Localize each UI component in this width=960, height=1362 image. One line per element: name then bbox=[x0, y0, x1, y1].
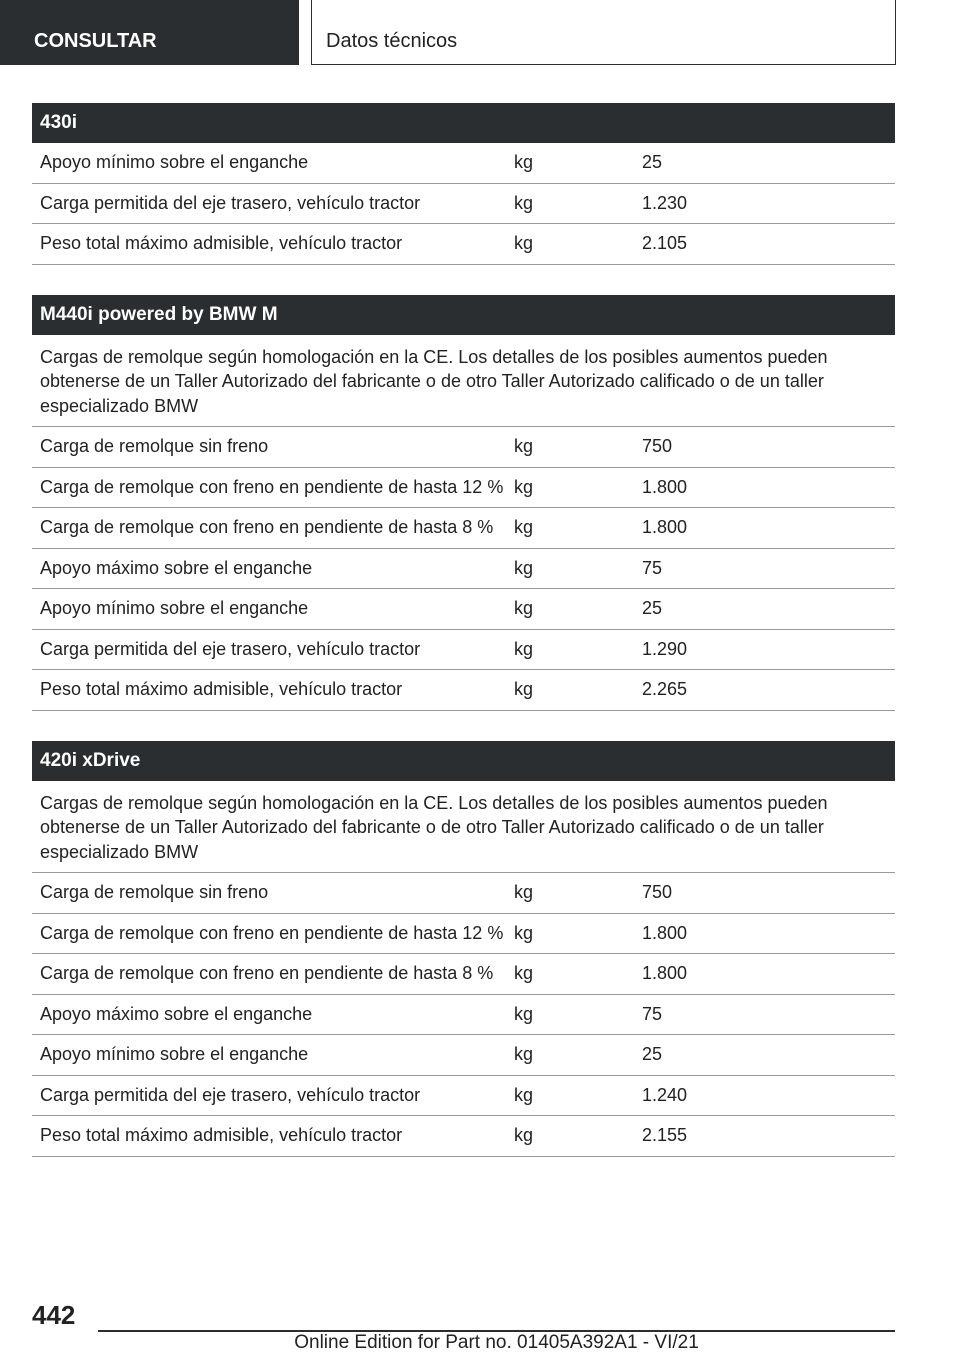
spec-label: Carga de remolque con freno en pendiente de hasta 12 % bbox=[40, 476, 504, 497]
spec-label: Carga permitida del eje trasero, vehículo tractor bbox=[40, 1084, 421, 1105]
table-row bbox=[32, 954, 895, 995]
spec-unit: kg bbox=[514, 1125, 534, 1145]
section-tab: CONSULTAR bbox=[0, 0, 299, 65]
spec-unit: kg bbox=[514, 233, 534, 253]
spec-value: 25 bbox=[642, 1044, 663, 1064]
table-row bbox=[32, 549, 895, 590]
spec-value: 1.290 bbox=[642, 638, 688, 659]
spec-unit: kg bbox=[514, 638, 534, 659]
spec-unit: kg bbox=[514, 557, 534, 578]
spec-label: Peso total máximo admisible, vehículo tractor bbox=[40, 679, 403, 699]
spec-value: 1.800 bbox=[642, 922, 688, 943]
spec-unit: kg bbox=[514, 882, 534, 902]
spec-unit: kg bbox=[514, 1084, 534, 1105]
spec-value: 75 bbox=[642, 1003, 663, 1024]
spec-table bbox=[32, 103, 895, 265]
spec-value: 2.265 bbox=[642, 679, 688, 699]
spec-label: Peso total máximo admisible, vehículo tractor bbox=[40, 233, 403, 253]
spec-label: Carga de remolque sin freno bbox=[40, 882, 269, 902]
table-row bbox=[32, 1035, 895, 1076]
spec-label: Carga de remolque con freno en pendiente de hasta 12 % bbox=[40, 922, 504, 943]
spec-value: 750 bbox=[642, 882, 673, 902]
spec-label: Carga permitida del eje trasero, vehículo tractor bbox=[40, 192, 421, 213]
spec-value: 75 bbox=[642, 557, 663, 578]
spec-label: Carga de remolque sin freno bbox=[40, 436, 269, 456]
homologation-note: Cargas de remolque según homologación en la CE. Los detalles de los posibles aumentos pueden obtenerse de un Taller Autorizado del fabricante o de otro Taller Autorizado calificado o de un taller especializado BMW bbox=[32, 781, 895, 874]
spec-unit: kg bbox=[514, 517, 534, 537]
table-row bbox=[32, 914, 895, 955]
model-heading: 420i xDrive bbox=[32, 741, 895, 781]
spec-label: Apoyo mínimo sobre el enganche bbox=[40, 152, 309, 172]
spec-label: Carga de remolque con freno en pendiente de hasta 8 % bbox=[40, 963, 494, 983]
homologation-note: Cargas de remolque según homologación en la CE. Los detalles de los posibles aumentos pueden obtenerse de un Taller Autorizado del fabricante o de otro Taller Autorizado calificado o de un taller especializado BMW bbox=[32, 335, 895, 428]
table-row bbox=[32, 143, 895, 184]
spec-unit: kg bbox=[514, 963, 534, 983]
spec-table bbox=[32, 295, 895, 711]
spec-value: 25 bbox=[642, 152, 663, 172]
technical-data-tables bbox=[32, 103, 895, 1187]
model-heading: 430i bbox=[32, 103, 895, 143]
spec-value: 1.230 bbox=[642, 192, 688, 213]
spec-table bbox=[32, 741, 895, 1157]
spec-label: Peso total máximo admisible, vehículo tractor bbox=[40, 1125, 403, 1145]
spec-value: 1.800 bbox=[642, 963, 688, 983]
table-row bbox=[32, 1076, 895, 1117]
spec-unit: kg bbox=[514, 1003, 534, 1024]
spec-label: Apoyo máximo sobre el enganche bbox=[40, 1003, 313, 1024]
table-row bbox=[32, 184, 895, 225]
spec-value: 25 bbox=[642, 598, 663, 618]
spec-value: 1.800 bbox=[642, 517, 688, 537]
table-row bbox=[32, 224, 895, 265]
model-heading: M440i powered by BMW M bbox=[32, 295, 895, 335]
table-row bbox=[32, 995, 895, 1036]
table-row bbox=[32, 508, 895, 549]
spec-label: Apoyo mínimo sobre el enganche bbox=[40, 598, 309, 618]
spec-label: Carga de remolque con freno en pendiente de hasta 8 % bbox=[40, 517, 494, 537]
spec-value: 750 bbox=[642, 436, 673, 456]
spec-value: 1.240 bbox=[642, 1084, 688, 1105]
spec-value: 2.155 bbox=[642, 1125, 688, 1145]
spec-unit: kg bbox=[514, 598, 534, 618]
table-row bbox=[32, 873, 895, 914]
spec-label: Apoyo máximo sobre el enganche bbox=[40, 557, 313, 578]
edition-footer: Online Edition for Part no. 01405A392A1 - VI/21 bbox=[294, 1332, 699, 1353]
spec-value: 1.800 bbox=[642, 476, 688, 497]
spec-label: Carga permitida del eje trasero, vehículo tractor bbox=[40, 638, 421, 659]
table-row bbox=[32, 1116, 895, 1157]
page-number: 442 bbox=[32, 1300, 76, 1330]
spec-unit: kg bbox=[514, 679, 534, 699]
spec-value: 2.105 bbox=[642, 233, 688, 253]
spec-label: Apoyo mínimo sobre el enganche bbox=[40, 1044, 309, 1064]
chapter-title: Datos técnicos bbox=[311, 0, 896, 65]
spec-unit: kg bbox=[514, 152, 534, 172]
spec-unit: kg bbox=[514, 922, 534, 943]
page-header bbox=[0, 0, 960, 66]
table-row bbox=[32, 468, 895, 509]
spec-unit: kg bbox=[514, 476, 534, 497]
spec-unit: kg bbox=[514, 1044, 534, 1064]
spec-unit: kg bbox=[514, 436, 534, 456]
spec-unit: kg bbox=[514, 192, 534, 213]
table-row bbox=[32, 427, 895, 468]
table-row bbox=[32, 670, 895, 711]
table-row bbox=[32, 589, 895, 630]
table-row bbox=[32, 630, 895, 671]
